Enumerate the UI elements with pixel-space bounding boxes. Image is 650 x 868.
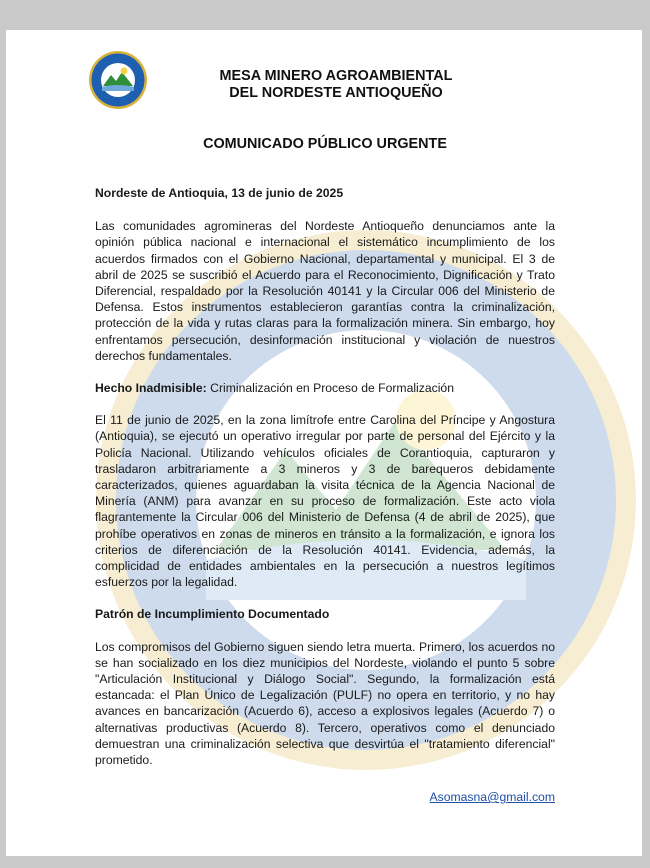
org-name-line1: MESA MINERO AGROAMBIENTAL	[219, 68, 453, 84]
section2-paragraph: Los compromisos del Gobierno siguen siendo letra muerta. Primero, los acuerdos no se han socializado en los diez municipios del Nordeste, violando el punto 5 sobre "Articulación Institucional y Diálogo Social". Segundo, la formalización está estancada: el Plan Único de Legalización (PULF) no opera en territorio, y no hay avances en bancarización (Acuerdo 6), acceso a explosivos legales (Acuerdo 7) o alternativas productivas (Acuerdo 8). Tercero, operativos como el denunciado demuestran una criminalización selectiva que desvirtúa el "tratamiento diferencial" prometido.	[95, 639, 555, 768]
document-title: COMUNICADO PÚBLICO URGENTE	[203, 136, 447, 152]
document-page	[6, 30, 642, 856]
section2-heading	[95, 606, 555, 622]
section1-heading	[95, 380, 555, 396]
organization-name	[146, 68, 526, 102]
organization-seal-icon	[88, 50, 148, 110]
org-name-line2: DEL NORDESTE ANTIOQUEÑO	[229, 85, 443, 101]
section1-paragraph: El 11 de junio de 2025, en la zona limítrofe entre Carolina del Príncipe y Angostura (Antioquia), se ejecutó un operativo irregular por parte de personal del Ejército y la Policía Nacional. Utilizando vehículos oficiales de Corantioquia, capturaron y trasladaron arbitrariamente a 3 mineros y 3 de barequeros debidamente caracterizados, quienes aguardaban la visita técnica de la Agencia Nacional de Minería (ANM) para avanzar en su proceso de formalización. Este acto viola flagrantemente la Circular 006 del Ministerio de Defensa (4 de abril de 2025), que prohíbe operativos en zonas de mineros en tránsito a la formalización, e ignora los criterios de diferenciación de la Resolución 40141. Evidencia, además, la complicidad de entidades ambientales en la persecución a nuestros legítimos esfuerzos por la legalidad.	[95, 413, 555, 590]
contact-email-link[interactable]: Asomasna@gmail.com	[429, 790, 555, 804]
date-line: Nordeste de Antioquia, 13 de junio de 2025	[95, 186, 344, 200]
document-body	[95, 185, 555, 784]
section2-heading-text: Patrón de Incumplimiento Documentado	[95, 607, 330, 622]
intro-paragraph: Las comunidades agromineras del Nordeste Antioqueño denunciamos ante la opinión pública nacional e internacional el sistemático incumplimiento de los acuerdos firmados con el Gobierno Nacional, departamental y municipal. El 3 de abril de 2025 se suscribió el Acuerdo para el Reconocimiento, Dignificación y Trato Diferencial, respaldado por la Resolución 40141 y la Circular 006 del Ministerio de Defensa. Estos instrumentos establecieron garantías contra la criminalización, protección de la vida y rutas claras para la formalización minera. Sin embargo, hoy enfrentamos persecución, desinformación institucional y violación de nuestros derechos fundamentales.	[95, 219, 555, 363]
section1-heading-rest: Criminalización en Proceso de Formalización	[206, 381, 454, 396]
section1-heading-bold: Hecho Inadmisible:	[95, 381, 207, 396]
